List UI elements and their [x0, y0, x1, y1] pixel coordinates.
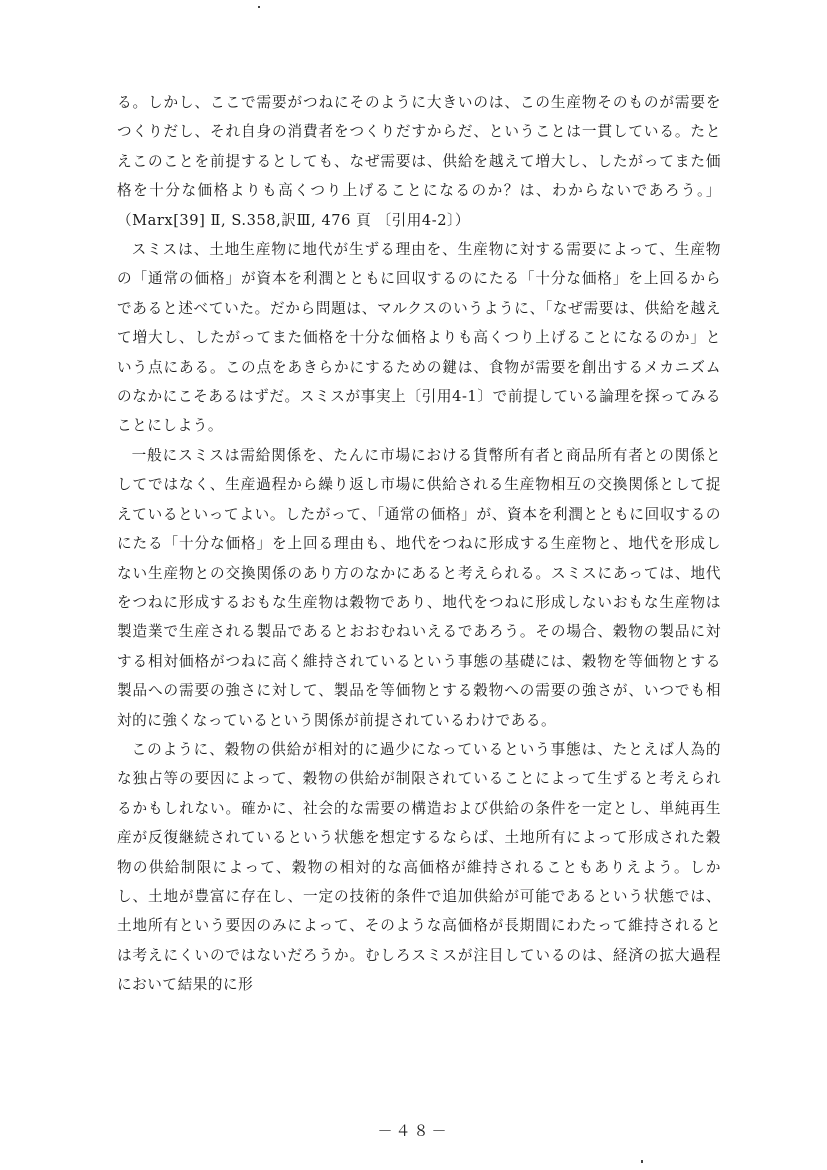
page-number: －４８－ — [377, 1122, 450, 1140]
paragraph-smith-rent: スミスは、土地生産物に地代が生ずる理由を、生産物に対する需要によって、生産物の「通常の価格」が資本を利潤とともに回収するのにたる「十分な価格」を上回るからであると述べていた。だから問題は、マルクスのいうように、「なぜ需要は、供給を越えて増大し、したがってまた価格を十分な価格よりも高くつり上げることになるのか」という点にある。この点をあきらかにするための鍵は、食物が需要を創出するメカニズムのなかにこそあるはずだ。スミスが事実上〔引用4-1〕で前提している論理を探ってみることにしよう。 — [117, 241, 721, 435]
body-text — [117, 88, 721, 1000]
scan-speck — [641, 1160, 643, 1163]
paragraph-supply-demand: 一般にスミスは需給関係を、たんに市場における貨幣所有者と商品所有者との関係としてではなく、生産過程から繰り返し市場に供給される生産物相互の交換関係として捉えているといってよい。したがって、「通常の価格」が、資本を利潤とともに回収するのにたる「十分な価格」を上回る理由も、地代をつねに形成する生産物と、地代を形成しない生産物との交換関係のあり方のなかにあると考えられる。スミスにあっては、地代をつねに形成するおもな生産物は穀物であり、地代をつねに形成しないおもな生産物は製造業で生産される製品であるとおおむねいえるであろう。その場合、穀物の製品に対する相対価格がつねに高く維持されているという事態の基礎には、穀物を等価物とする製品への需要の強さに対して、製品を等価物とする穀物への需要の強さが、いつでも相対的に強くなっているという関係が前提されているわけである。 — [117, 446, 721, 729]
scan-speck — [258, 6, 260, 8]
paragraph-quote-continuation: る。しかし、ここで需要がつねにそのように大きいのは、この生産物そのものが需要をつくりだし、それ自身の消費者をつくりだすからだ、ということは一貫している。たとえこのことを前提するとしても、なぜ需要は、供給を越えて増大し、したがってまた価格を十分な価格よりも高くつり上げることになるのか？は、わからないであろう。」（Marx[39] Ⅱ, S.358,訳Ⅲ, 476 頁 〔引用4-2〕） — [117, 94, 721, 229]
paragraph-grain-supply: このように、穀物の供給が相対的に過少になっているという事態は、たとえば人為的な独占等の要因によって、穀物の供給が制限されていることによって生ずると考えられるかもしれない。確かに、社会的な需要の構造および供給の条件を一定とし、単純再生産が反復継続されているという状態を想定するならば、土地所有によって形成された穀物の供給制限によって、穀物の相対的な高価格が維持されることもありえよう。しかし、土地が豊富に存在し、一定の技術的条件で追加供給が可能であるという状態では、土地所有という要因のみによって、そのような高価格が長期間にわたって維持されるとは考えにくいのではないだろうか。むしろスミスが注目しているのは、経済の拡大過程において結果的に形 — [117, 740, 721, 994]
